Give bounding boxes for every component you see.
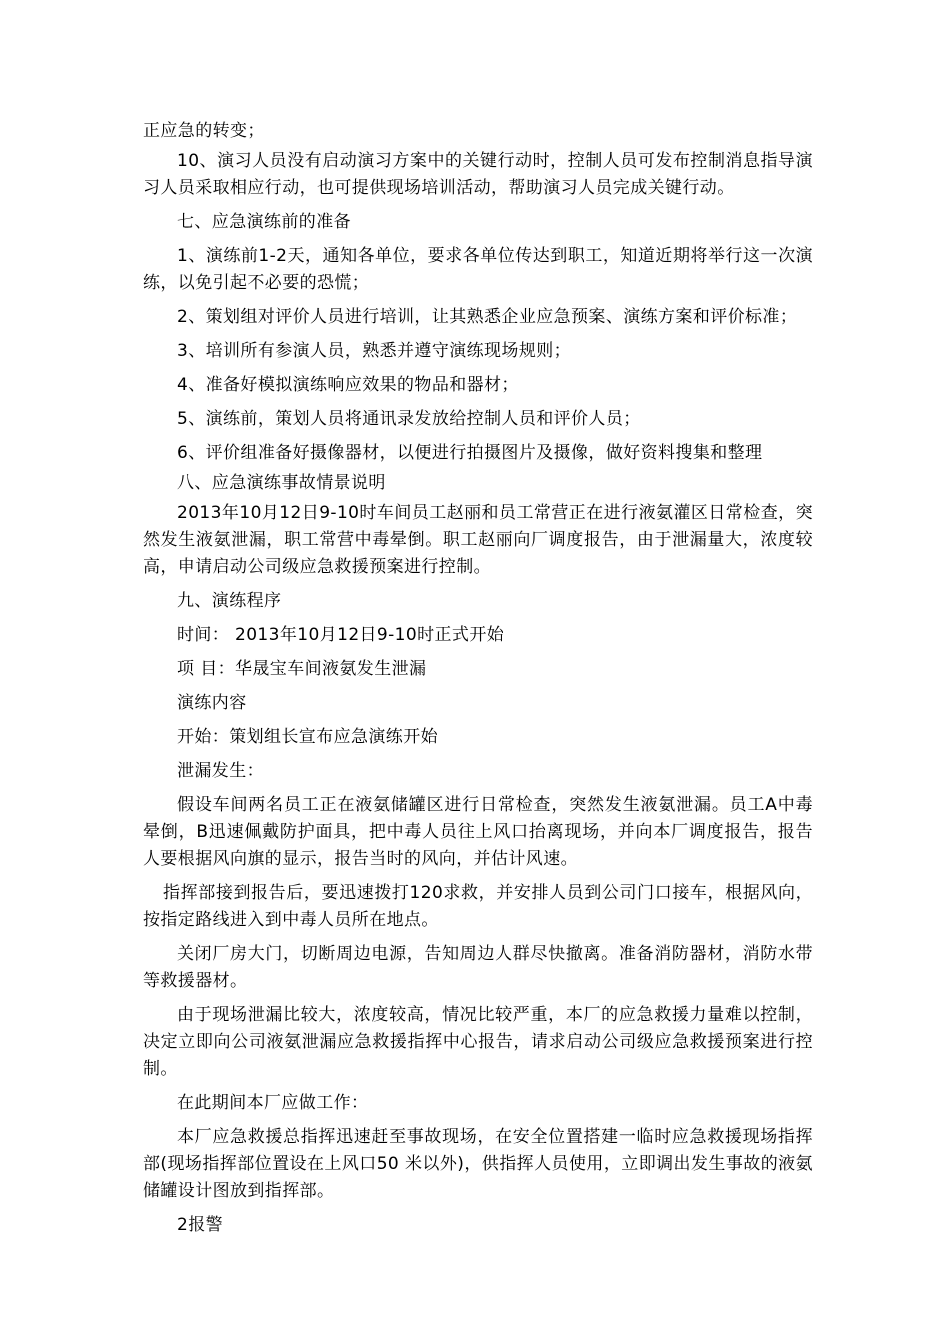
alarm-heading: 2报警: [177, 1215, 224, 1235]
leak-heading: 泄漏发生：: [177, 761, 264, 781]
paragraph-item-10: 10、演习人员没有启动演习方案中的关键行动时，控制人员可发布控制消息指导演习人员采取相应行动，也可提供现场培训活动，帮助演习人员完成关键行动。: [143, 151, 813, 198]
prep-item-3: 3、培训所有参演人员，熟悉并遵守演练现场规则；: [177, 341, 572, 361]
document-body: [143, 118, 813, 1239]
command-response: 指挥部接到报告后，要迅速拨打120求救，并安排人员到公司门口接车，根据风向，按指定路线进入到中毒人员所在地点。: [143, 883, 813, 930]
factory-tasks-heading: 在此期间本厂应做工作：: [177, 1093, 369, 1113]
drill-content-heading: 演练内容: [177, 693, 247, 713]
drill-start: 开始：策划组长宣布应急演练开始: [177, 727, 438, 747]
section-heading-7: 七、应急演练前的准备: [177, 212, 351, 232]
prep-item-2: 2、策划组对评价人员进行培训，让其熟悉企业应急预案、演练方案和评价标准；: [177, 307, 798, 327]
evacuation-steps: 关闭厂房大门，切断周边电源，告知周边人群尽快撤离。准备消防器材，消防水带等救援器材。: [143, 944, 813, 991]
prep-item-6: 6、评价组准备好摄像器材，以便进行拍摄图片及摄像，做好资料搜集和整理: [177, 443, 763, 463]
field-command-setup: 本厂应急救援总指挥迅速赶至事故现场，在安全位置搭建一临时应急救援现场指挥部(现场指挥部位置设在上风口50 米以外)，供指挥人员使用，立即调出发生事故的液氨储罐设计图放到指挥部。: [143, 1127, 813, 1201]
leak-description: 假设车间两名员工正在液氨储罐区进行日常检查，突然发生液氨泄漏。员工A中毒晕倒，B迅速佩戴防护面具，把中毒人员往上风口抬离现场，并向本厂调度报告，报告人要根据风向旗的显示，报告当时的风向，并估计风速。: [143, 795, 813, 869]
drill-time: 时间： 2013年10月12日9-10时正式开始: [177, 625, 505, 645]
section-heading-8: 八、应急演练事故情景说明: [177, 473, 386, 493]
prep-item-5: 5、演练前，策划人员将通讯录发放给控制人员和评价人员；: [177, 409, 641, 429]
prep-item-1: 1、演练前1-2天，通知各单位，要求各单位传达到职工，知道近期将举行这一次演练，以免引起不必要的恐慌；: [143, 246, 813, 293]
section-heading-9: 九、演练程序: [177, 591, 282, 611]
prep-item-4: 4、准备好模拟演练响应效果的物品和器材；: [177, 375, 519, 395]
scenario-description: 2013年10月12日9-10时车间员工赵丽和员工常营正在进行液氨灌区日常检查，突然发生液氨泄漏，职工常营中毒晕倒。职工赵丽向厂调度报告，由于泄漏量大，浓度较高，申请启动公司级应急救援预案进行控制。: [143, 503, 813, 577]
escalation-report: 由于现场泄漏比较大，浓度较高，情况比较严重，本厂的应急救援力量难以控制，决定立即向公司液氨泄漏应急救援指挥中心报告，请求启动公司级应急救援预案进行控制。: [143, 1005, 813, 1079]
paragraph-continuation: 正应急的转变；: [143, 121, 265, 141]
drill-project: 项 目：华晟宝车间液氨发生泄漏: [177, 659, 427, 679]
